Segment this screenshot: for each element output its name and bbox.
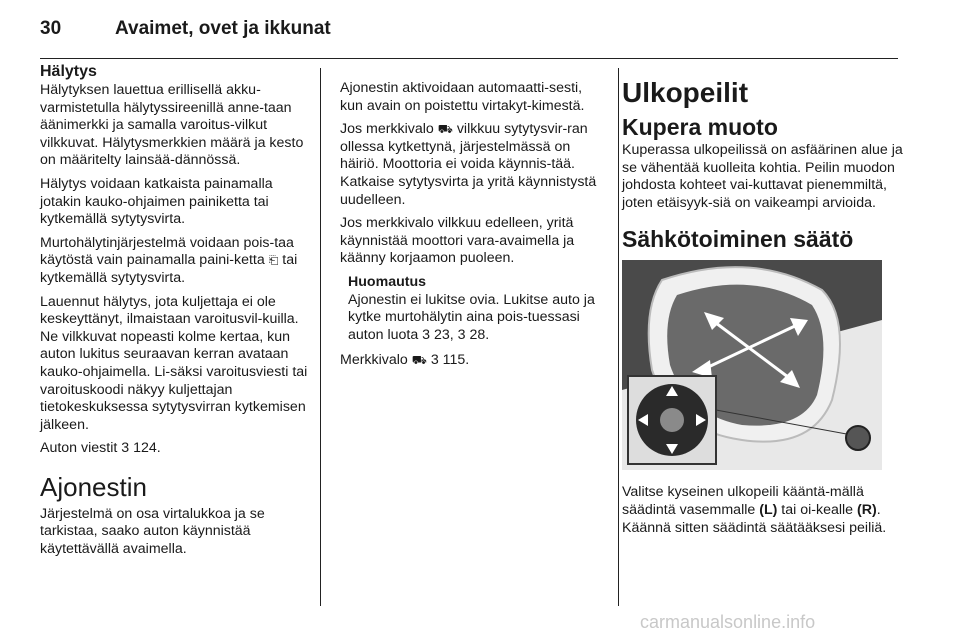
immobiliser-paragraph-2: Ajonestin aktivoidaan automaatti-sesti, kun avain on poistettu virtakyt-kimestä. <box>340 80 585 114</box>
alarm-paragraph-2: Hälytys voidaan katkaista painamalla jotakin kauko-ohjaimen painiketta tai kytkemällä sytytysvirta. <box>40 175 273 228</box>
door-knob <box>846 426 870 450</box>
page-ref-icon: 3 <box>430 352 439 369</box>
column-1 <box>40 62 312 565</box>
electric-adjust-paragraph: Valitse kyseinen ulkopeili kääntä-mällä säädintä vasemmalle (L) tai oi-kealle (R). Käännä sitten säädintä säätääksesi peiliä. <box>622 484 887 536</box>
page-ref-icon: 3 <box>457 326 466 343</box>
note-heading: Huomautus <box>348 273 427 290</box>
note-text: Ajonestin ei lukitse ovia. Lukitse auto ja kytke murtohälytin aina pois-tuessasi auton luota 3 23, 3 28. <box>348 291 595 343</box>
watermark: carmanualsonline.info <box>640 612 816 632</box>
alarm-heading: Hälytys <box>40 63 97 80</box>
page-header <box>40 18 920 48</box>
immobiliser-heading: Ajonestin <box>40 471 147 502</box>
page-ref-icon: 3 <box>121 440 130 457</box>
column-divider-1 <box>320 68 321 606</box>
column-2 <box>340 80 606 376</box>
vehicle-messages-ref: Auton viestit 3 124. <box>40 440 161 457</box>
column-3 <box>622 66 906 543</box>
immobiliser-paragraph-3: Jos merkkivalo ⛟ vilkkuu sytytysvir-ran ollessa kytkettynä, järjestelmässä on häiriö. Moottoria ei voida käynnis-tää. Katkaise sytytysvirta ja yritä käynnistystä uudelleen. <box>340 121 597 208</box>
immobiliser-paragraph-1: Järjestelmä on osa virtalukkoa ja se tarkistaa, saako auton käynnistää käytettävällä avaimella. <box>40 505 265 558</box>
alarm-paragraph-3: Murtohälytinjärjestelmä voidaan pois-taa käytöstä vain painamalla paini-ketta ⎗ tai kytkemällä sytytysvirta. <box>40 234 298 286</box>
convex-heading: Kupera muoto <box>622 114 778 140</box>
alarm-paragraph-4: Lauennut hälytys, jota kuljettaja ei ole keskeyttänyt, ilmaistaan varoitusvil-kuilla. Ne vilkkuvat nopeasti kolme kertaa, kun auton lukitus seuraavan kerran avataan kauko-ohjaimella. Li-säksi varoitusviesti tai varoituskoodi näkyy kuljettajan tietokeskuksessa sytytysvirran kytkemisen jälkeen. <box>40 293 308 433</box>
mirror-adjust-illustration <box>622 260 882 470</box>
indicator-ref: Merkkivalo ⛟ 3 115. <box>340 352 470 369</box>
note-box <box>348 274 606 344</box>
immobiliser-icon: ⛟ <box>437 122 453 137</box>
immobiliser-icon: ⛟ <box>411 353 427 368</box>
column-divider-2 <box>618 68 619 606</box>
alarm-paragraph-1: Hälytyksen lauettua erillisellä akku-varmistetulla hälytyssireenillä anne-taan äänimerkki ja samalla varoitus-vilkut vilkkuvat. Hälytysmerkkien määrä ja kesto on määritelty lainsää-dännössä. <box>40 82 304 169</box>
page-ref-icon: 3 <box>422 326 431 343</box>
header-rule <box>40 58 898 59</box>
page-title: Avaimet, ovet ja ikkunat <box>115 18 331 39</box>
lock-button-icon: ⎗ <box>268 253 279 268</box>
convex-paragraph: Kuperassa ulkopeilissä on asfäärinen alue ja se vähentää kuolleita kohtia. Peilin muodon johdosta kohteet vai-kuttavat pienemmiltä, joten etäisyyk-siä on vaikeampi arvioida. <box>622 142 903 211</box>
immobiliser-paragraph-4: Jos merkkivalo vilkkuu edelleen, yritä käynnistää moottori vara-avaimella ja käänny korjaamon puoleen. <box>340 215 575 267</box>
mirrors-heading: Ulkopeilit <box>622 77 749 108</box>
electric-adjust-heading: Sähkötoiminen säätö <box>622 226 854 253</box>
page-number: 30 <box>40 18 62 39</box>
